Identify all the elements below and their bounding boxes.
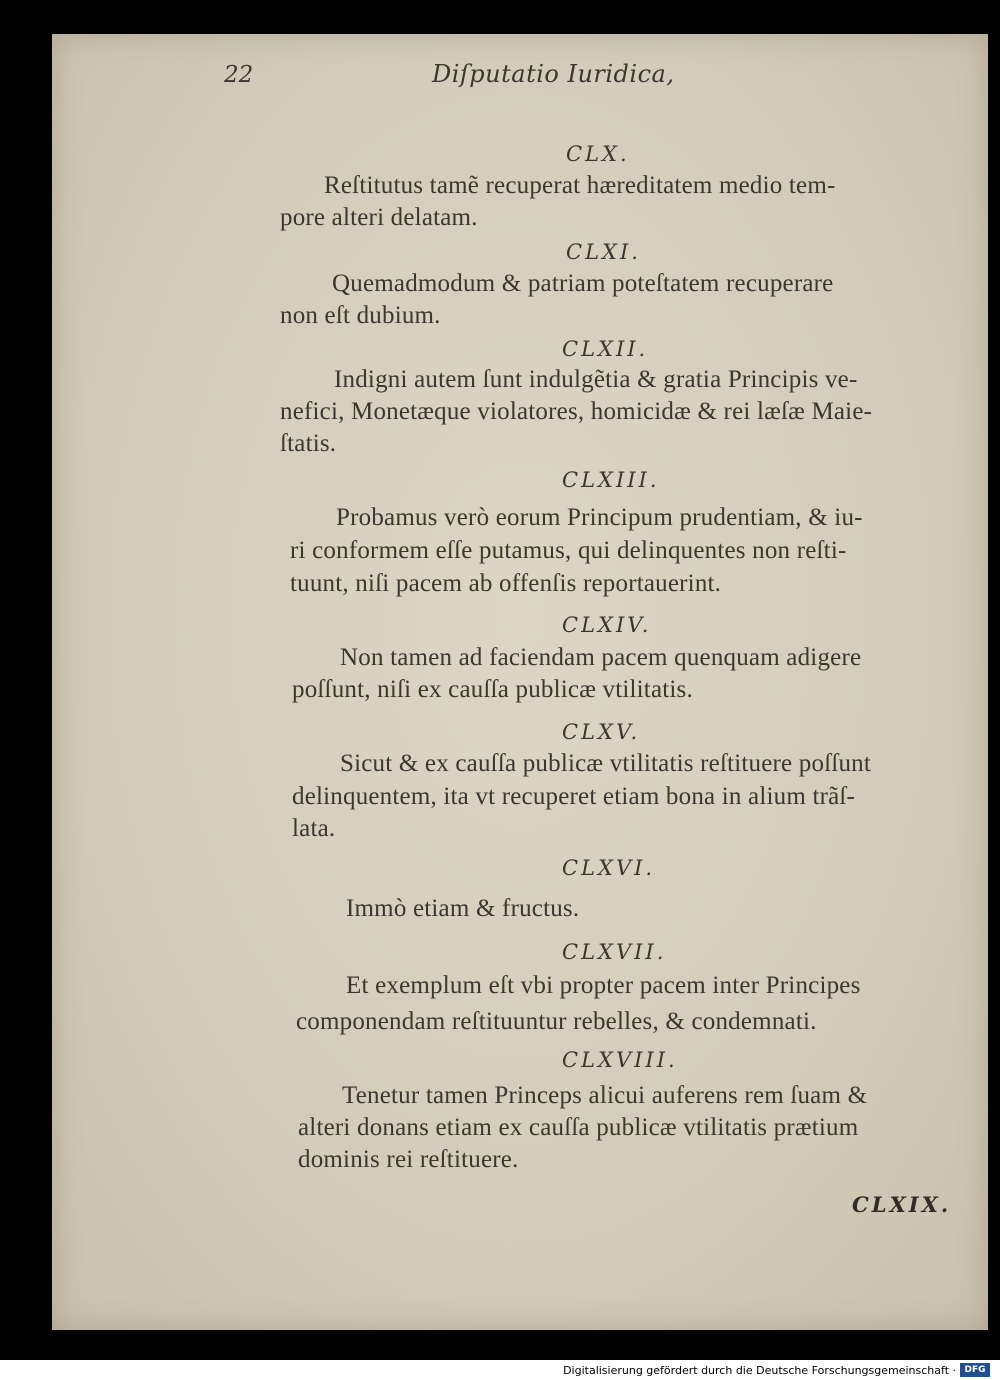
thesis-heading: CLXI.: [566, 240, 641, 264]
thesis-line: Non tamen ad faciendam pacem quenquam adigere: [340, 644, 862, 671]
thesis-line: ri conformem eſſe putamus, qui delinquentes non reſti-: [290, 537, 847, 564]
thesis-line: pore alteri delatam.: [280, 204, 478, 231]
thesis-line: non eſt dubium.: [280, 302, 441, 329]
thesis-heading: CLXVIII.: [562, 1048, 678, 1072]
thesis-line: Probamus verò eorum Principum prudentiam, & iu-: [336, 504, 863, 531]
thesis-line: ſtatis.: [280, 430, 337, 457]
dfg-logo-icon: DFG: [960, 1363, 990, 1377]
thesis-heading: CLXIV.: [562, 613, 652, 637]
thesis-line: Et exemplum eſt vbi propter pacem inter Principes: [346, 972, 861, 999]
thesis-line: dominis rei reſtituere.: [298, 1146, 519, 1173]
thesis-heading: CLXV.: [562, 720, 641, 744]
thesis-heading: CLXVII.: [562, 940, 667, 964]
thesis-heading: CLXVI.: [562, 856, 656, 880]
thesis-line: Immò etiam & fructus.: [346, 895, 580, 922]
thesis-heading: CLX.: [566, 142, 630, 166]
thesis-heading: CLXII.: [562, 337, 649, 361]
thesis-line: Reſtitutus tamẽ recuperat hæreditatem medio tem-: [324, 172, 836, 199]
thesis-line: Tenetur tamen Princeps alicui auferens rem ſuam &: [342, 1082, 868, 1109]
thesis-line: lata.: [292, 815, 336, 842]
footer-bar: [0, 1360, 1000, 1380]
thesis-heading: CLXIII.: [562, 468, 660, 492]
catchword: CLXIX.: [852, 1192, 952, 1217]
thesis-line: alteri donans etiam ex cauſſa publicæ vtilitatis prætium: [298, 1114, 859, 1141]
thesis-line: nefici, Monetæque violatores, homicidæ & rei læſæ Maie-: [280, 398, 873, 425]
page-number: 22: [224, 62, 254, 88]
thesis-line: Indigni autem ſunt indulgẽtia & gratia Principis ve-: [334, 366, 858, 393]
thesis-line: delinquentem, ita vt recuperet etiam bona in alium trãſ-: [292, 783, 856, 810]
thesis-line: Sicut & ex cauſſa publicæ vtilitatis reſtituere poſſunt: [340, 750, 872, 777]
footer-credit: Digitalisierung gefördert durch die Deutsche Forschungsgemeinschaft ·: [563, 1364, 956, 1377]
thesis-line: componendam reſtituuntur rebelles, & condemnati.: [296, 1008, 817, 1035]
thesis-line: poſſunt, niſi ex cauſſa publicæ vtilitatis.: [292, 676, 693, 703]
running-title: Diſputatio Iuridica,: [432, 60, 675, 88]
thesis-line: tuunt, niſi pacem ab offenſis reportauerint.: [290, 570, 722, 597]
thesis-line: Quemadmodum & patriam poteſtatem recuperare: [332, 270, 834, 297]
